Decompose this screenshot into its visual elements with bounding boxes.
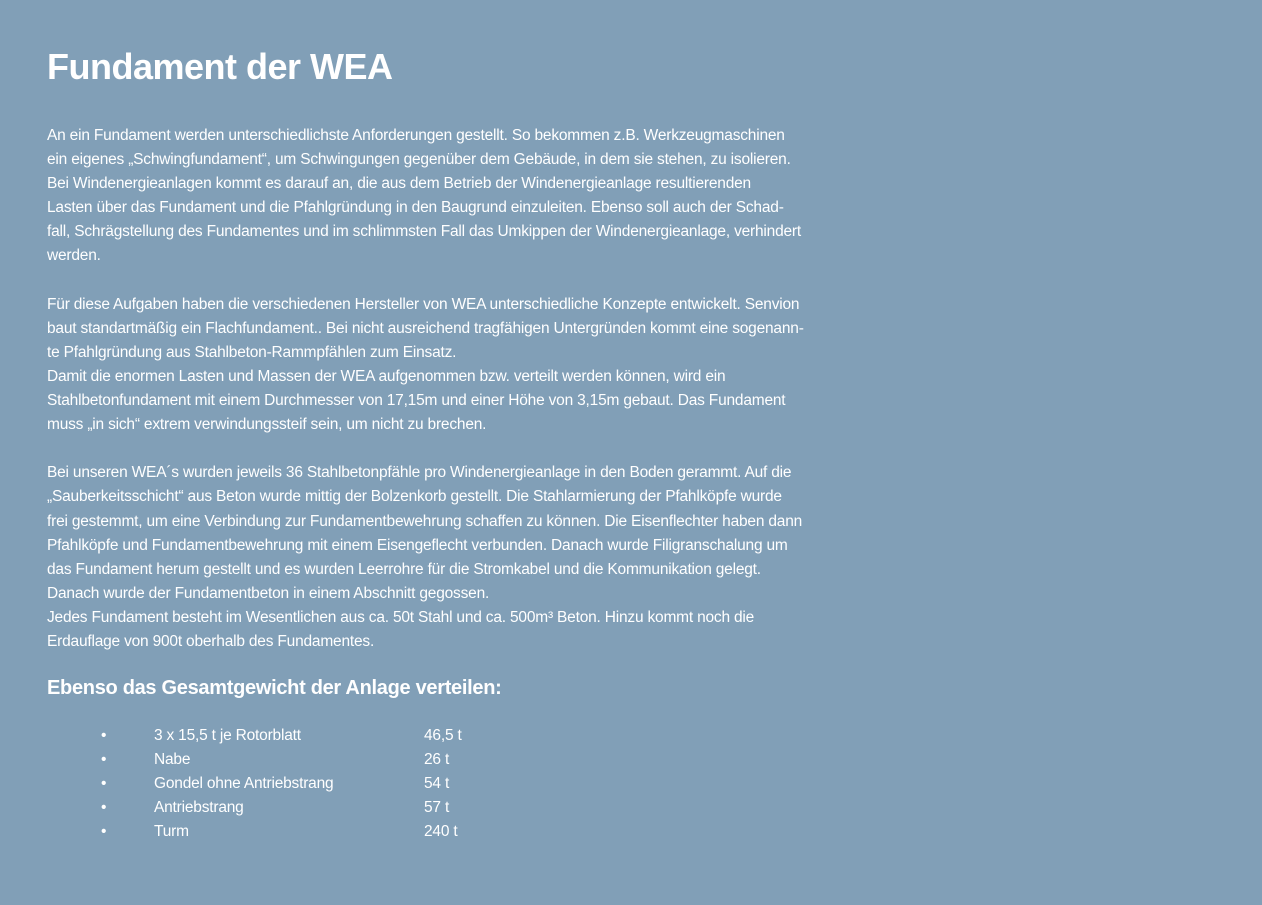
- paragraph-construction: [47, 461, 977, 654]
- text-line: Pfahlköpfe und Fundamentbewehrung mit einem Eisengeflecht verbunden. Danach wurde Filigranschalung um: [47, 536, 788, 554]
- body-text: [47, 124, 977, 654]
- list-item: [0, 772, 600, 796]
- list-item: [0, 820, 600, 844]
- text-line: baut standartmäßig ein Flachfundament.. Bei nicht ausreichend tragfähigen Untergründen kommt eine sogenann-: [47, 319, 804, 337]
- text-line: ein eigenes „Schwingfundament“, um Schwingungen gegenüber dem Gebäude, in dem sie stehen, zu isolieren.: [47, 151, 791, 169]
- text-line: „Sauberkeitsschicht“ aus Beton wurde mittig der Bolzenkorb gestellt. Die Stahlarmierung der Pfahlköpfe wurde: [47, 488, 782, 506]
- weight-label: Turm: [154, 823, 189, 840]
- weight-label: Antriebstrang: [154, 799, 244, 816]
- text-line: Erdauflage von 900t oberhalb des Fundamentes.: [47, 632, 375, 650]
- section-heading: Ebenso das Gesamtgewicht der Anlage verteilen:: [47, 677, 502, 699]
- text-line: muss „in sich“ extrem verwindungssteif sein, um nicht zu brechen.: [47, 416, 487, 434]
- paragraph-requirements: [47, 124, 977, 269]
- list-item: [0, 724, 600, 748]
- page-title: Fundament der WEA: [47, 46, 393, 87]
- text-line: frei gestemmt, um eine Verbindung zur Fundamentbewehrung schaffen zu können. Die Eisenflechter haben dann: [47, 512, 803, 530]
- text-line: Stahlbetonfundament mit einem Durchmesser von 17,15m und einer Höhe von 3,15m gebaut. Das Fundament: [47, 392, 786, 410]
- bullet-icon: •: [101, 751, 107, 768]
- bullet-icon: •: [101, 727, 107, 744]
- bullet-icon: •: [101, 775, 107, 792]
- weight-label: Gondel ohne Antriebstrang: [154, 775, 334, 792]
- text-line: An ein Fundament werden unterschiedlichste Anforderungen gestellt. So bekommen z.B. Werkzeugmaschinen: [47, 127, 785, 144]
- list-item: [0, 796, 600, 820]
- text-line: Damit die enormen Lasten und Massen der WEA aufgenommen bzw. verteilt werden können, wird ein: [47, 367, 726, 385]
- text-line: te Pfahlgründung aus Stahlbeton-Rammpfählen zum Einsatz.: [47, 343, 457, 361]
- list-item: [0, 748, 600, 772]
- weight-value: 57 t: [424, 799, 450, 816]
- weight-value: 46,5 t: [424, 727, 462, 744]
- weight-value: 54 t: [424, 775, 450, 792]
- weight-list: [0, 724, 600, 844]
- weight-label: Nabe: [154, 751, 191, 768]
- paragraph-concepts: [47, 293, 977, 438]
- text-line: Jedes Fundament besteht im Wesentlichen aus ca. 50t Stahl und ca. 500m³ Beton. Hinzu kommt noch die: [47, 608, 755, 626]
- weight-label: 3 x 15,5 t je Rotorblatt: [154, 727, 301, 744]
- text-line: fall, Schrägstellung des Fundamentes und im schlimmsten Fall das Umkippen der Windenergieanlage, verhindert: [47, 223, 801, 241]
- text-line: Bei Windenergieanlagen kommt es darauf an, die aus dem Betrieb der Windenergieanlage resultierenden: [47, 175, 751, 193]
- text-line: Für diese Aufgaben haben die verschiedenen Hersteller von WEA unterschiedliche Konzepte entwickelt. Senvion: [47, 295, 800, 313]
- text-line: Bei unseren WEA´s wurden jeweils 36 Stahlbetonpfähle pro Windenergieanlage in den Boden gerammt. Auf die: [47, 464, 792, 482]
- bullet-icon: •: [101, 799, 107, 816]
- weight-value: 240 t: [424, 823, 458, 840]
- text-line: das Fundament herum gestellt und es wurden Leerrohre für die Stromkabel und die Kommunikation gelegt.: [47, 560, 761, 578]
- text-line: Danach wurde der Fundamentbeton in einem Abschnitt gegossen.: [47, 584, 490, 602]
- bullet-icon: •: [101, 823, 107, 840]
- weight-value: 26 t: [424, 751, 450, 768]
- text-line: Lasten über das Fundament und die Pfahlgründung in den Baugrund einzuleiten. Ebenso soll auch der Schad-: [47, 199, 784, 217]
- text-line: werden.: [47, 247, 101, 265]
